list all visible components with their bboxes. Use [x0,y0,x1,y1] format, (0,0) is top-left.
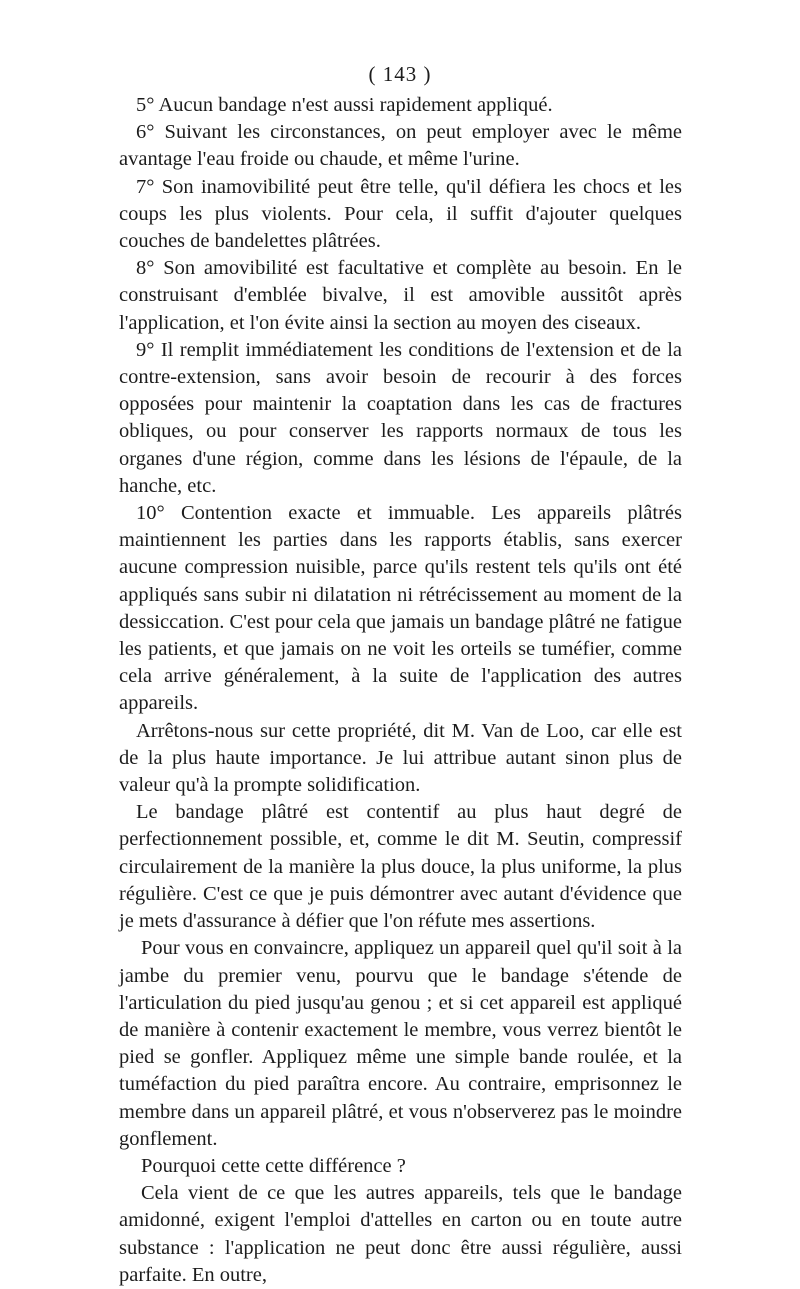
paragraph-convaincre: Pour vous en convaincre, appliquez un appareil quel qu'il soit à la jambe du premier venu, pourvu que le bandage s'étende de l'articulation du pied jusqu'au genou ; et si cet appareil est appliqué de manière à contenir exactement le membre, vous verrez bientôt le pied se gonfler. Appliquez même une simple bande roulée, et la tuméfaction du pied paraîtra encore. Au contraire, emprisonnez le membre dans un appareil plâtré, et vous n'observerez pas le moindre gonflement. [119,937,682,1150]
paragraph-van-de-loo: Arrêtons-nous sur cette propriété, dit M. Van de Loo, car elle est de la plus haute importance. Je lui attribue autant sinon plus de valeur qu'à la prompte solidification. [119,719,682,797]
paragraph-item-8: 8° Son amovibilité est facultative et complète au besoin. En le construisant d'emblée bivalve, il est amovible aussitôt après l'application, et l'on évite ainsi la section au moyen des ciseaux. [119,257,682,334]
paragraph-item-10: 10° Contention exacte et immuable. Les appareils plâtrés maintiennent les parties dans les rapports établis, sans exercer aucune compression nuisible, parce qu'ils restent tels qu'ils ont été appliqués sans subir ni dilatation ni rétrécissement au moment de la dessiccation. C'est pour cela que jamais un bandage plâtré ne fatigue les patients, et que jamais on ne voit les orteils se tuméfier, comme cela arrive généralement, à la suite de l'application des autres appareils. [119,502,682,715]
paragraph-item-6: 6° Suivant les circonstances, on peut employer avec le même avantage l'eau froide ou chaude, et même l'urine. [119,121,682,171]
body-text [119,92,682,1289]
paragraph-question: Pourquoi cette cette différence ? [141,1154,406,1177]
paragraph-item-9: 9° Il remplit immédiatement les conditions de l'extension et de la contre-extension, sans avoir besoin de recourir à des forces opposées pour maintenir la coaptation dans les cas de fractures obliques, ou pour conserver les rapports normaux de tous les organes d'une région, comme dans les lésions de l'épaule, de la hanche, etc. [119,338,682,497]
paragraph-bandage-platre: Le bandage plâtré est contentif au plus haut degré de perfectionnement possible, et, comme le dit M. Seutin, compressif circulairement de la manière la plus douce, la plus uniforme, la plus régulière. C'est ce que je puis démontrer avec autant d'évidence que je mets d'assurance à défier que l'on réfute mes assertions. [119,801,682,933]
page-number: ( 143 ) [368,62,432,86]
paragraph-explanation: Cela vient de ce que les autres appareils, tels que le bandage amidonné, exigent l'emploi d'attelles en carton ou en toute autre substance : l'application ne peut donc être aussi régulière, aussi parfaite. En outre, [119,1182,682,1286]
paragraph-item-5: 5° Aucun bandage n'est aussi rapidement appliqué. [136,94,553,116]
paragraph-item-7: 7° Son inamovibilité peut être telle, qu'il défiera les chocs et les coups les plus violents. Pour cela, il suffit d'ajouter quelques couches de bandelettes plâtrées. [119,175,682,253]
